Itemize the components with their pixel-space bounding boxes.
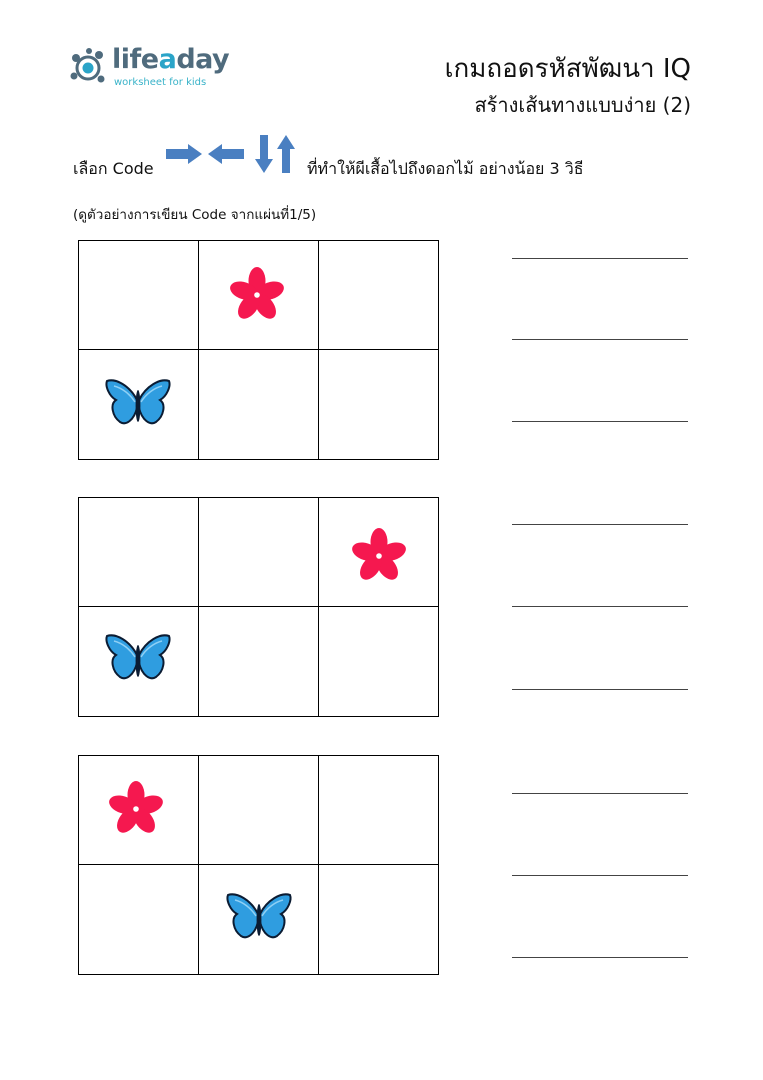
answer-line[interactable] <box>512 421 688 422</box>
grid-cell <box>199 607 319 716</box>
flower-icon <box>227 265 287 325</box>
grid-cell <box>79 756 199 865</box>
answer-line[interactable] <box>512 957 688 958</box>
answer-line[interactable] <box>512 524 688 525</box>
grid-cell <box>79 241 199 350</box>
instruction-prefix: เลือก Code <box>73 159 154 178</box>
grid-cell <box>199 756 319 865</box>
grid-cell <box>319 865 438 974</box>
grid-cell <box>79 865 199 974</box>
answer-line[interactable] <box>512 793 688 794</box>
instruction-note: (ดูตัวอย่างการเขียน Code จากแผ่นที่1/5) <box>73 207 317 223</box>
grid-cell <box>319 350 438 459</box>
arrow-down-icon <box>255 135 273 173</box>
grid-cell <box>79 498 199 607</box>
puzzle-grid-3 <box>78 755 439 975</box>
flower-icon <box>349 526 409 586</box>
grid-cell <box>319 756 438 865</box>
butterfly-icon <box>225 890 293 944</box>
arrow-up-icon <box>277 135 295 173</box>
puzzle-grid-2 <box>78 497 439 717</box>
instruction-suffix: ที่ทำให้ผีเสื้อไปถึงดอกไม้ อย่างน้อย 3 วิธี <box>307 159 584 178</box>
arrow-right-icon <box>166 144 202 164</box>
answer-line[interactable] <box>512 258 688 259</box>
grid-cell <box>199 350 319 459</box>
answer-line[interactable] <box>512 339 688 340</box>
grid-cell <box>79 607 199 716</box>
grid-cell <box>319 607 438 716</box>
grid-cell <box>199 498 319 607</box>
puzzle-grid-1 <box>78 240 439 460</box>
code-arrows <box>164 133 298 175</box>
grid-cell <box>319 498 438 607</box>
logo-tagline: worksheet for kids <box>114 77 207 88</box>
butterfly-icon <box>104 631 172 685</box>
page-title: เกมถอดรหัสพัฒนา IQ <box>444 54 691 84</box>
arrow-left-icon <box>208 144 244 164</box>
grid-cell <box>199 865 319 974</box>
logo-wordmark: lifeaday <box>112 44 230 75</box>
grid-cell <box>79 350 199 459</box>
lifeaday-logo <box>68 44 238 94</box>
grid-cell <box>319 241 438 350</box>
page-subtitle: สร้างเส้นทางแบบง่าย (2) <box>474 93 691 117</box>
logo-mark-icon <box>68 46 110 88</box>
flower-icon <box>106 779 166 839</box>
answer-line[interactable] <box>512 606 688 607</box>
answer-line[interactable] <box>512 689 688 690</box>
answer-line[interactable] <box>512 875 688 876</box>
grid-cell <box>199 241 319 350</box>
butterfly-icon <box>104 376 172 430</box>
